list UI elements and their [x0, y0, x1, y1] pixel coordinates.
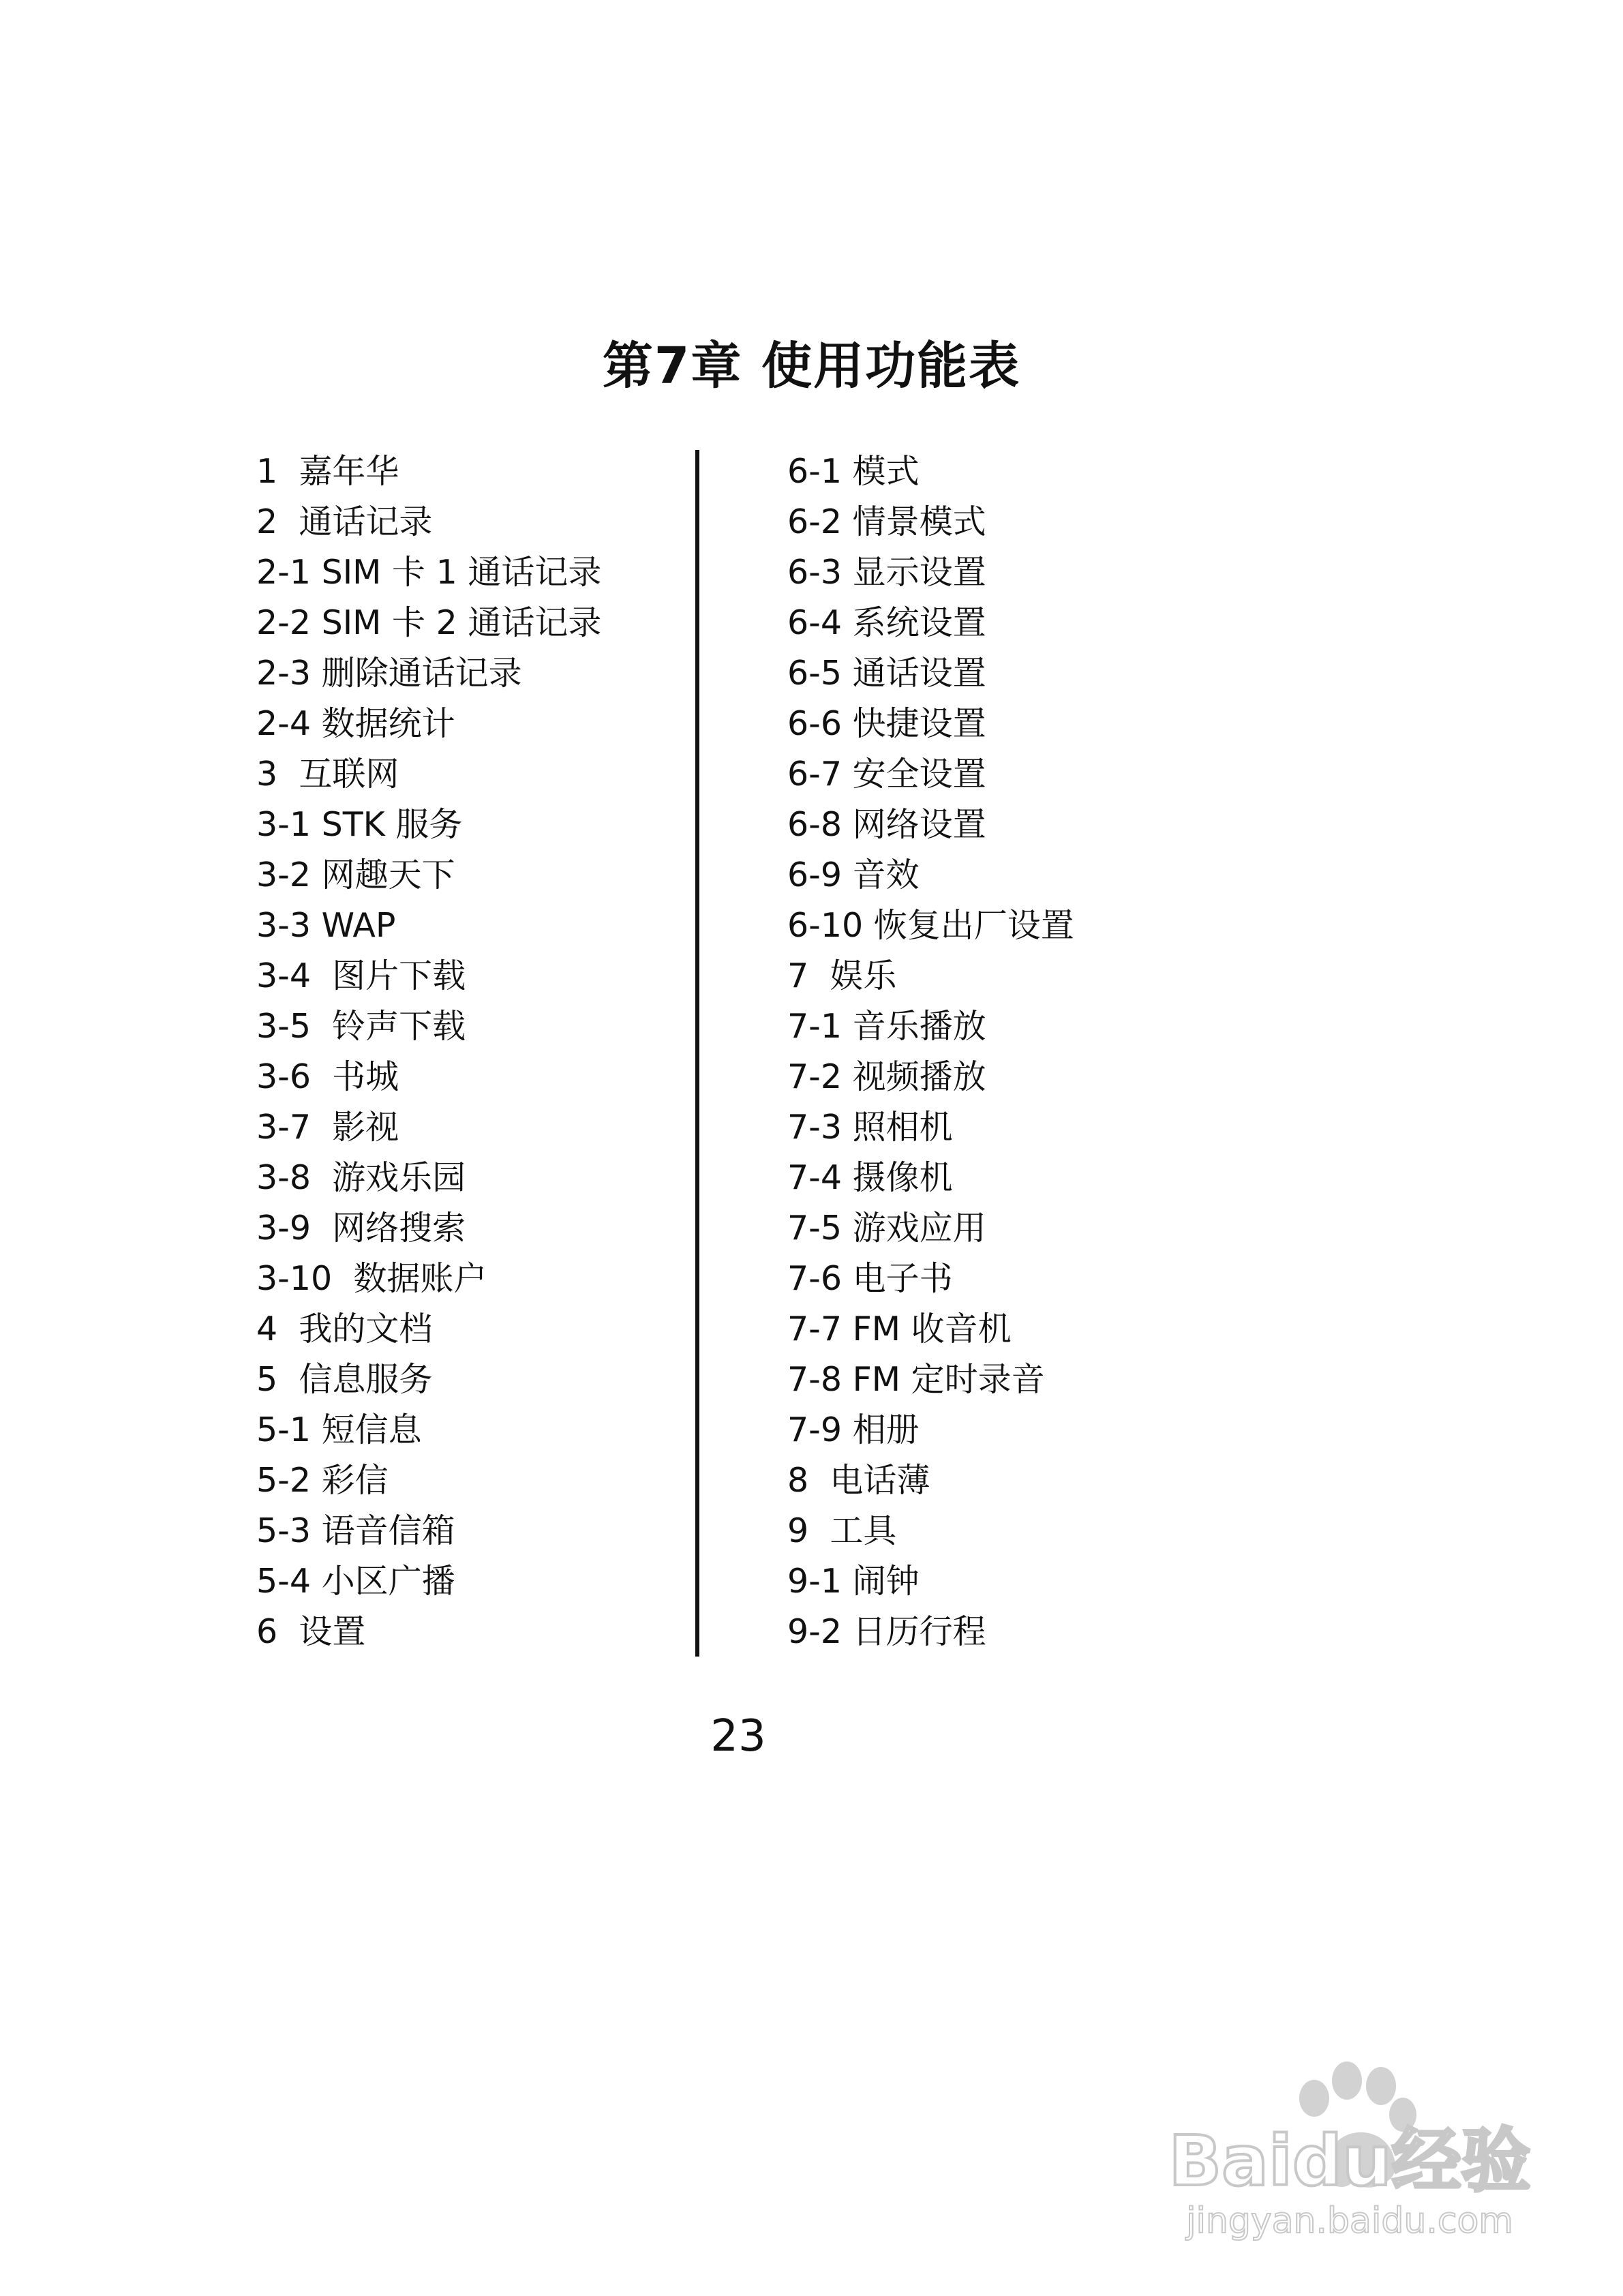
- menu-item: 7-5 游戏应用: [787, 1209, 986, 1248]
- menu-item: 6-3 显示设置: [787, 553, 986, 592]
- menu-item: 6-5 通话设置: [787, 654, 986, 693]
- menu-item: 3-4 图片下载: [256, 956, 466, 995]
- menu-item: 9-2 日历行程: [787, 1612, 986, 1651]
- menu-list-left: [256, 447, 601, 1657]
- page-number: 23: [710, 1711, 766, 1762]
- menu-item: 7-1 音乐播放: [787, 1007, 986, 1046]
- menu-item: 6-1 模式: [787, 452, 920, 491]
- menu-item: 2 通话记录: [256, 502, 433, 541]
- menu-item: 8 电话薄: [787, 1461, 930, 1500]
- menu-item: 3-8 游戏乐园: [256, 1158, 466, 1197]
- watermark-url: jingyan.baidu.com: [1186, 2201, 1513, 2241]
- menu-list-right: [787, 447, 1074, 1657]
- menu-item: 3-3 WAP: [256, 906, 396, 945]
- menu-item: 3-5 铃声下载: [256, 1007, 466, 1046]
- chapter-title: 第7章 使用功能表: [602, 337, 1021, 395]
- menu-item: 5-3 语音信箱: [256, 1511, 455, 1550]
- menu-item: 3-1 STK 服务: [256, 805, 463, 844]
- menu-item: 6-6 快捷设置: [787, 704, 986, 743]
- menu-item: 2-3 删除通话记录: [256, 654, 522, 693]
- menu-item: 7-9 相册: [787, 1410, 920, 1449]
- menu-item: 6-4 系统设置: [787, 603, 986, 642]
- menu-item: 9 工具: [787, 1511, 897, 1550]
- baidu-watermark: [1159, 2038, 1541, 2250]
- menu-item: 6-9 音效: [787, 856, 920, 894]
- menu-item: 4 我的文档: [256, 1310, 433, 1348]
- menu-item: 3 互联网: [256, 755, 399, 794]
- menu-item: 2-1 SIM 卡 1 通话记录: [256, 553, 602, 592]
- menu-item: 7-8 FM 定时录音: [787, 1360, 1045, 1399]
- menu-item: 6-7 安全设置: [787, 755, 986, 794]
- menu-item: 6-10 恢复出厂设置: [787, 906, 1074, 945]
- menu-item: 3-6 书城: [256, 1057, 399, 1096]
- menu-item: 3-9 网络搜索: [256, 1209, 466, 1248]
- menu-item: 5-1 短信息: [256, 1410, 422, 1449]
- menu-item: 3-10 数据账户: [256, 1259, 487, 1298]
- menu-item: 1 嘉年华: [256, 452, 399, 491]
- menu-item: 2-4 数据统计: [256, 704, 455, 743]
- menu-item: 3-7 影视: [256, 1108, 399, 1147]
- menu-item: 7 娱乐: [787, 956, 897, 995]
- menu-item: 5-4 小区广播: [256, 1562, 455, 1601]
- menu-item: 5 信息服务: [256, 1360, 433, 1399]
- menu-item: 6-8 网络设置: [787, 805, 986, 844]
- menu-item: 3-2 网趣天下: [256, 856, 455, 894]
- menu-item: 2-2 SIM 卡 2 通话记录: [256, 603, 602, 642]
- menu-item: 7-4 摄像机: [787, 1158, 953, 1197]
- menu-item: 9-1 闹钟: [787, 1562, 920, 1601]
- menu-item: 6 设置: [256, 1612, 366, 1651]
- menu-item: 7-6 电子书: [787, 1259, 953, 1298]
- watermark-brand: Baidu经验: [1168, 2121, 1531, 2202]
- menu-item: 7-7 FM 收音机: [787, 1310, 1012, 1348]
- menu-item: 7-2 视频播放: [787, 1057, 986, 1096]
- menu-item: 6-2 情景模式: [787, 502, 986, 541]
- menu-item: 7-3 照相机: [787, 1108, 953, 1147]
- column-divider: [695, 450, 699, 1657]
- menu-item: 5-2 彩信: [256, 1461, 389, 1500]
